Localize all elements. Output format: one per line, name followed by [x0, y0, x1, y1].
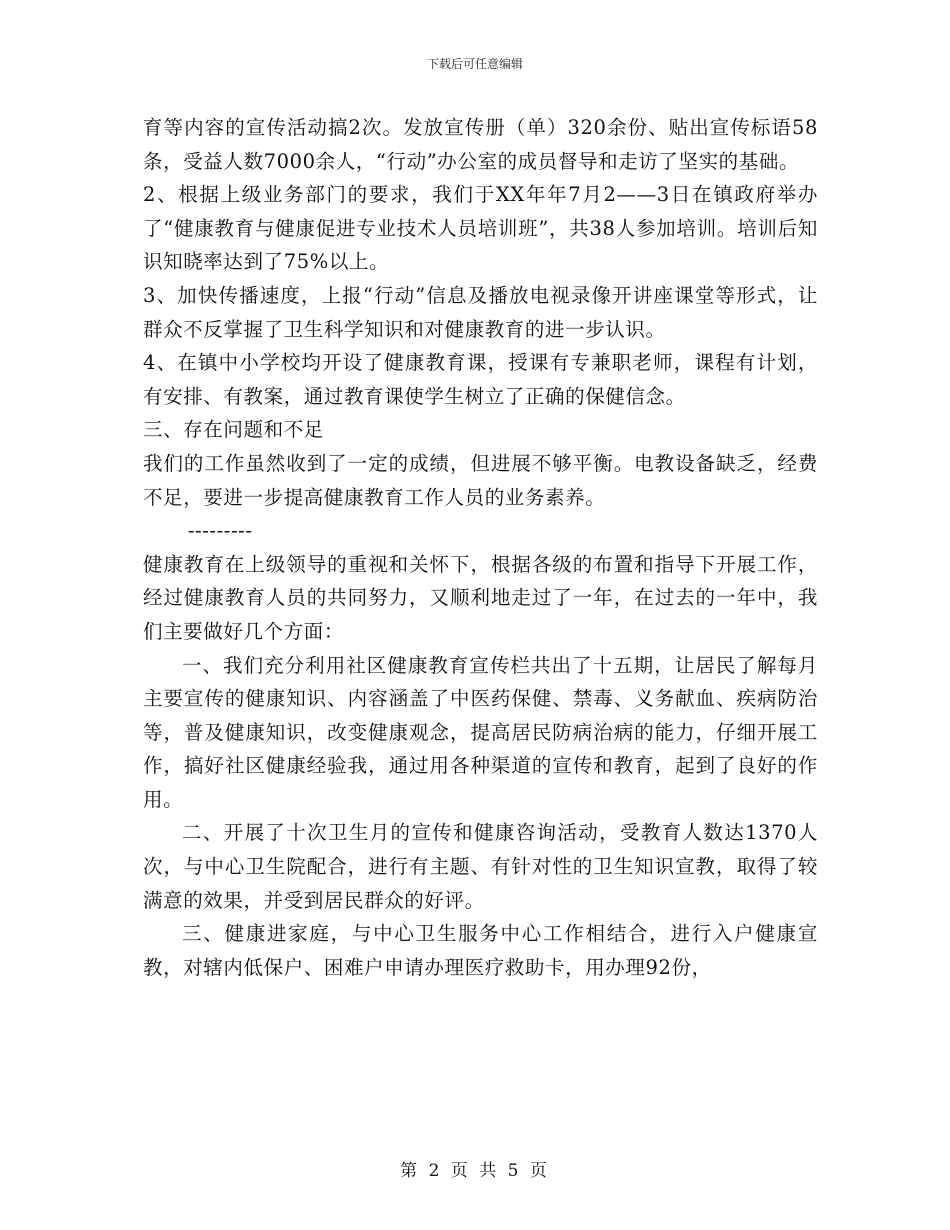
paragraph-intro: 健康教育在上级领导的重视和关怀下，根据各级的布置和指导下开展工作，经过健康教育人员的共同努力，又顺利地走过了一年，在过去的一年中，我们主要做好几个方面：	[143, 552, 818, 643]
section-separator: ---------	[187, 519, 253, 543]
document-body	[143, 111, 818, 984]
paragraph-point-two: 二、开展了十次卫生月的宣传和健康咨询活动，受教育人数达1370人次，与中心卫生院配合，进行有主题、有针对性的卫生知识宣教，取得了较满意的效果，并受到居民群众的好评。	[143, 821, 818, 912]
page-number: 第 2 页 共 5 页	[400, 1161, 550, 1181]
page-header: 下载后可任意编辑	[426, 57, 523, 71]
paragraph-promotion-summary: 育等内容的宣传活动搞2次。发放宣传册（单）320余份、贴出宣传标语58条，受益人数7000余人，“行动”办公室的成员督导和走访了坚实的基础。	[143, 116, 818, 173]
paragraph-shortcomings: 我们的工作虽然收到了一定的成绩，但进展不够平衡。电教设备缺乏，经费不足，要进一步提高健康教育工作人员的业务素养。	[143, 451, 818, 509]
paragraph-point-one: 一、我们充分利用社区健康教育宣传栏共出了十五期，让居民了解每月主要宣传的健康知识、内容涵盖了中医药保健、禁毒、义务献血、疾病防治等，普及健康知识，改变健康观念，提高居民防病治病的能力，仔细开展工作，搞好社区健康经验我，通过用各种渠道的宣传和教育，起到了良好的作用。	[143, 653, 818, 811]
paragraph-point-three: 三、健康进家庭，与中心卫生服务中心工作相结合，进行入户健康宣教，对辖内低保户、困难户申请办理医疗救助卡，用办理92份，	[143, 922, 818, 979]
paragraph-dissemination: 3、加快传播速度，上报“行动”信息及播放电视录像开讲座课堂等形式，让群众不反掌握了卫生科学知识和对健康教育的进一步认识。	[143, 283, 818, 341]
paragraph-school-education: 4、在镇中小学校均开设了健康教育课，授课有专兼职老师，课程有计划，有安排、有教案，通过教育课使学生树立了正确的保健信念。	[143, 351, 818, 408]
section-heading-problems: 三、存在问题和不足	[143, 418, 324, 442]
paragraph-training-course: 2、根据上级业务部门的要求，我们于XX年年7月2——3日在镇政府举办了“健康教育与健康促进专业技术人员培训班”，共38人参加培训。培训后知识知晓率达到了75%以上。	[143, 183, 818, 274]
